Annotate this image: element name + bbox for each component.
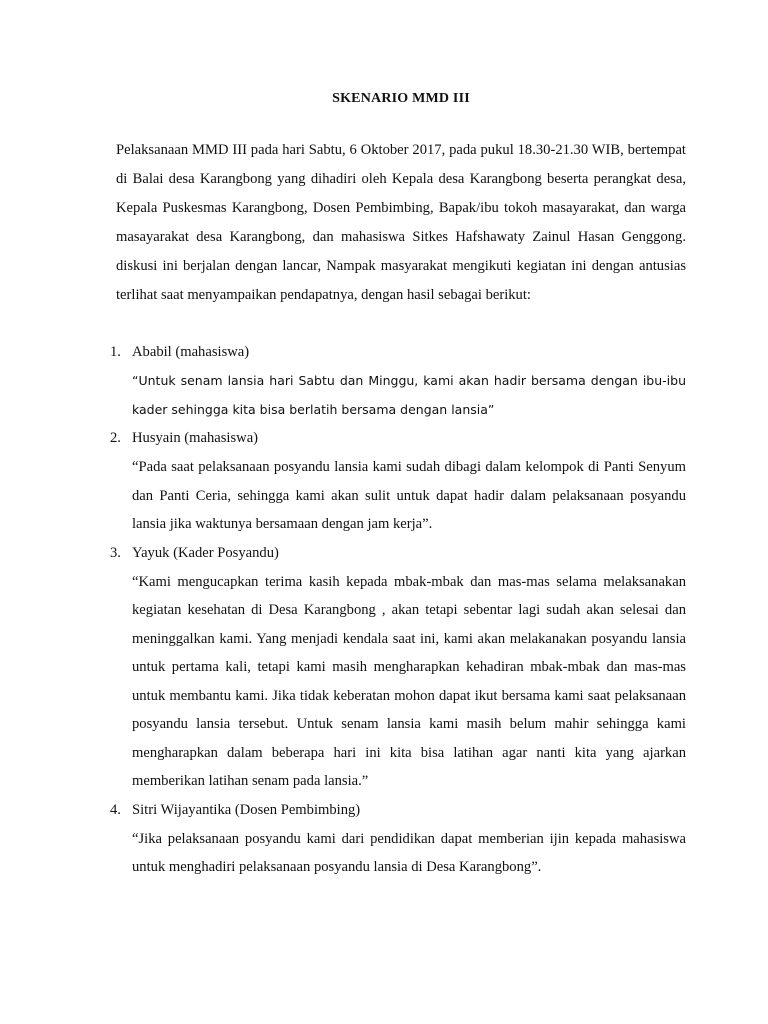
- item-content: [132, 424, 686, 539]
- statements-list: [110, 338, 686, 882]
- quote-text: “Jika pelaksanaan posyandu kami dari pendidikan dapat memberian ijin kepada mahasiswa untuk menghadiri pelaksanaan posyandu lansia di Desa Karangbong”: [132, 830, 686, 875]
- list-item: [110, 796, 686, 882]
- intro-paragraph: [116, 136, 686, 310]
- quote-text: “Kami mengucapkan terima kasih kepada mbak-mbak dan mas-mas selama melaksanakan kegiatan kesehatan di Desa Karangbong , akan tetapi sebentar lagi sudah akan selesai dan meninggalkan kami. Yang menjadi kendala saat ini, kami akan melakanakan posyandu lansia untuk pertama kali, tetapi kami masih mengharapkan kehadiran mbak-mbak dan mas-mas untuk membantu kami. Jika tidak keberatan mohon dapat ikut bersama kami saat pelaksanaan posyandu lansia tersebut. Untuk senam lansia kami masih belum mahir sehingga kami mengharapkan dalam beberapa hari ini kita bisa latihan agar nanti kita yang ajarkan memberikan latihan senam pada lansia.”: [132, 573, 686, 789]
- speaker-quote: [132, 367, 686, 424]
- item-content: [132, 539, 686, 796]
- item-content: [132, 338, 686, 424]
- list-item: [110, 424, 686, 539]
- quote-tail: .: [537, 859, 542, 875]
- list-item: [110, 539, 686, 796]
- item-number: 1.: [110, 344, 121, 360]
- speaker-quote: [132, 825, 686, 882]
- item-number: 4.: [110, 801, 121, 818]
- list-item: [110, 338, 686, 424]
- speaker-name: Sitri Wijayantika (Dosen Pembimbing): [132, 801, 361, 818]
- quote-tail: .: [428, 516, 433, 532]
- speaker-name: Husyain (mahasiswa): [132, 430, 259, 446]
- intro-text: Pelaksanaan MMD III pada hari Sabtu, 6 Oktober 2017, pada pukul 18.30-21.30 WIB, bertempat di Balai desa Karangbong yang dihadiri oleh Kepala desa Karangbong beserta perangkat desa, Kepala Puskesmas Karangbong, Dosen Pembimbing, Bapak/ibu tokoh masayarakat, dan warga masayarakat desa Karangbong, dan mahasiswa Sitkes Hafshawaty Zainul Hasan Genggong. diskusi ini berjalan dengan lancar, Nampak masyarakat mengikuti kegiatan ini dengan antusias terlihat saat menyampaikan pendapatnya, dengan hasil sebagai berikut:: [116, 142, 686, 303]
- speaker-quote: [132, 568, 686, 796]
- speaker-name: Ababil (mahasiswa): [132, 344, 250, 360]
- item-number: 3.: [110, 544, 121, 561]
- quote-text: “Pada saat pelaksanaan posyandu lansia kami sudah dibagi dalam kelompok di Panti Senyum dan Panti Ceria, sehingga kami akan sulit untuk dapat hadir dalam pelaksanaan posyandu lansia jika waktunya bersamaan dengan jam kerja”: [132, 459, 686, 532]
- item-number: 2.: [110, 430, 121, 446]
- document-title: SKENARIO MMD III: [332, 91, 470, 106]
- speaker-name: Yayuk (Kader Posyandu): [132, 544, 279, 561]
- quote-text: “Untuk senam lansia hari Sabtu dan Minggu, kami akan hadir bersama dengan ibu-ibu kader sehingga kita bisa berlatih bersama dengan lansia”: [132, 373, 686, 417]
- speaker-quote: [132, 453, 686, 539]
- item-content: [132, 796, 686, 882]
